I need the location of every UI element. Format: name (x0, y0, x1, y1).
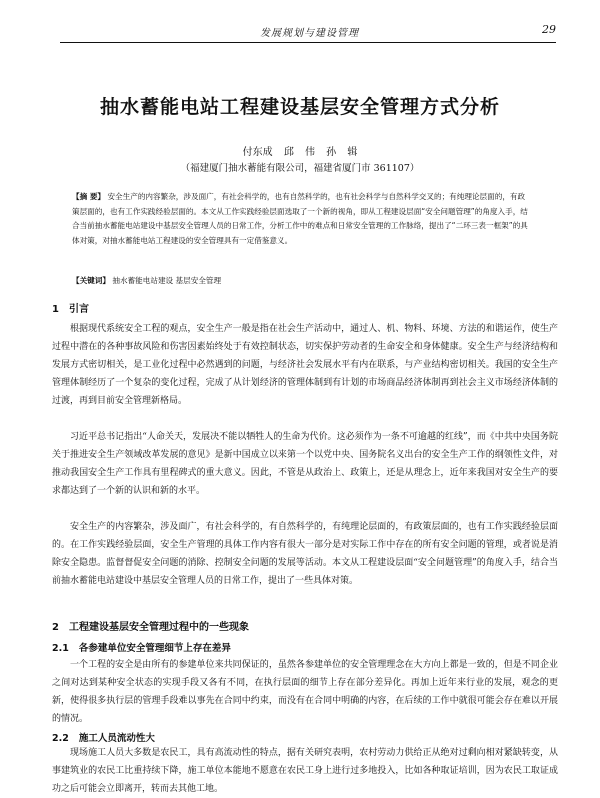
section-number: 2 (52, 622, 59, 633)
keywords (72, 275, 528, 286)
author-affiliation: （福建厦门抽水蓄能有限公司，福建省厦门市 361107） (180, 163, 420, 174)
section-title: 引言 (68, 304, 89, 315)
running-header (60, 20, 556, 43)
subsection-heading-2-1 (52, 640, 241, 654)
article-authors: 付东成 邱 伟 孙 辑 (242, 147, 358, 158)
keywords-label: 【关键词】 (72, 276, 110, 285)
abstract-text: 安全生产的内容繁杂，涉及面广，有社会科学的，也有自然科学的，也有社会科学与自然科学交叉的；有纯理论层面的，有政策层面的，也有工作实践经验层面的。本文从工作实践经验层面选取了一个新的视角，即从工程建设层面“安全问题管理”的角度入手，结合当前抽水蓄能电站建设中基层安全管理人员的日常工作，分析工作中的难点和日常安全管理的工作脉络，提出了“二环三表一框架”的具体对策，对抽水蓄能电站工程建设的安全管理具有一定借鉴意义。 (72, 192, 528, 245)
paragraph: 根据现代系统安全工程的观点，安全生产一般是指在社会生产活动中，通过人、机、物料、环境、方法的和谐运作，使生产过程中潜在的各种事故风险和伤害因素始终处于有效控制状态，切实保护劳动者的生命安全和身体健康。安全生产与经济结构和发展方式密切相关，是工业化过程中必然遇到的问题，与经济社会发展水平有内在联系，与产业结构密切相关。我国的安全生产管理体制经历了一个复杂的变化过程，完成了从计划经济的管理体制到有计划的市场商品经济体制再到社会主义市场经济体制的过渡，再到目前安全管理新格局。 (52, 324, 558, 406)
paragraph: 一个工程的安全是由所有的参建单位来共同保证的，虽然各参建单位的安全管理理念在大方向上都是一致的，但是不同企业之间对达到某种安全状态的实现手段又各有不同，在执行层面的细节上存在部分差异化。再加上近年来行业的发展，观念的更新，使得很多执行层的管理手段难以事先在合同中约束，而没有在合同中明确的内容，在后续的工作中就很可能会存在难以开展的情况。 (52, 660, 558, 724)
paragraph: 安全生产的内容繁杂，涉及面广，有社会科学的，有自然科学的，有纯理论层面的，有政策层面的，也有工作实践经验层面的。在工作实践经验层面，安全生产管理的具体工作内容有很大一部分是对实际工作中存在的所有安全问题的管理，或者说是消除安全隐患。监督督促安全问题的消除、控制安全问题的发展等活动。本文从工程建设层面“安全问题管理”的角度入手，结合当前抽水蓄能电站建设中基层安全管理人员的日常工作，提出了一些具体对策。 (52, 522, 558, 586)
subsection-number: 2.2 (52, 733, 69, 744)
section-heading-2 (52, 618, 259, 633)
subsection-title: 施工人员流动性大 (78, 733, 155, 744)
subsection-heading-2-2 (52, 730, 165, 744)
subsection-number: 2.1 (52, 643, 69, 654)
section-number: 1 (52, 304, 59, 315)
journal-name: 发展规划与建设管理 (260, 28, 359, 39)
section-heading-1 (52, 300, 99, 315)
paragraph: 现场施工人员大多数是农民工，具有高流动性的特点，据有关研究表明，农村劳动力供给正从绝对过剩向相对紧缺转变，从事建筑业的农民工比重持续下降，施工单位本能地不愿意在农民工身上进行过多地投入，比如各种取证培训，因为农民工取证成功之后可能会立即离开，转而去其他工地。 (52, 748, 558, 794)
article-title: 抽水蓄能电站工程建设基层安全管理方式分析 (99, 96, 500, 118)
paragraph: 习近平总书记指出“人命关天，发展决不能以牺牲人的生命为代价。这必须作为一条不可逾越的红线”，而《中共中央国务院关于推进安全生产领域改革发展的意见》是新中国成立以来第一个以党中央、国务院名义出台的安全生产工作的纲领性文件，对推动我国安全生产工作具有里程碑式的重大意义。因此，不管是从政治上、政策上，还是从理念上，近年来我国对安全生产的要求都达到了一个新的认识和新的水平。 (52, 432, 558, 496)
keywords-text: 抽水蓄能电站建设 基层安全管理 (112, 276, 222, 285)
section-title: 工程建设基层安全管理过程中的一些现象 (68, 622, 249, 633)
abstract (72, 190, 528, 248)
page-number: 29 (542, 23, 556, 36)
subsection-title: 各参建单位安全管理细节上存在差异 (78, 643, 231, 654)
abstract-label: 【摘 要】 (72, 192, 106, 201)
